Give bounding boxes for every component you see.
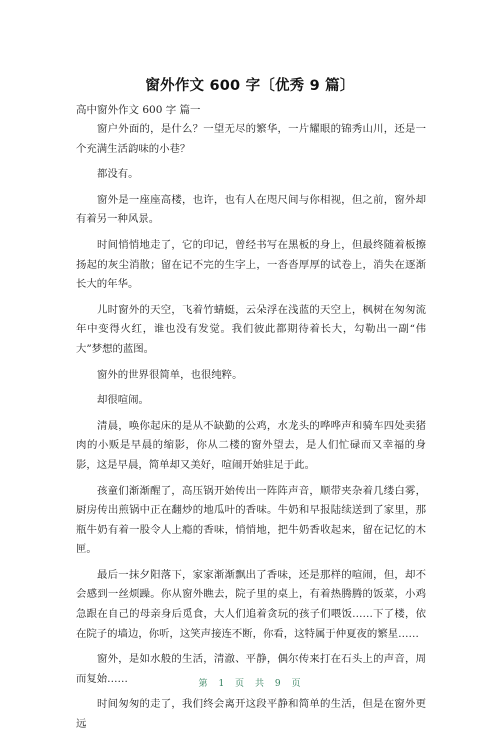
paragraph: 却很喧闹。 (97, 394, 149, 407)
paragraph: 时间悄悄地走了，它的印记，曾经书写在黑板的身上，但最终随着板擦扬起的灰尘消散；留在记不完的生字上，一沓沓厚厚的试卷上，消失在逐渐长大的年华。 (76, 238, 426, 291)
paragraph: 时间匆匆的走了，我们终会离开这段平静和简单的生活，但是在窗外更远 (76, 698, 426, 731)
paragraph: 都没有。 (97, 168, 139, 181)
paragraph: 最后一抹夕阳落下，家家渐渐飘出了香味，还是那样的喧闹，但，却不会感到一丝烦躁。你从窗外瞧去，院子里的桌上，有着热腾腾的饭菜，小鸡急跟在自己的母亲身后觅食，大人们追着贪玩的孩子们喂饭……下了楼，依在院子的墙边，你听，这笑声接连不断，你看，这特属于仲夏夜的繁星…… (76, 568, 426, 640)
paragraph: 儿时窗外的天空，飞着竹蜻蜓，云朵浮在浅蓝的天空上，枫树在匆匆流年中变得火红，谁也没有发觉。我们彼此都期待着长大，勾勒出一副“伟大”梦想的蓝图。 (76, 303, 426, 355)
paragraph: 清晨，唤你起床的是从不缺勤的公鸡，水龙头的哗哗声和骑车四处卖猪肉的小贩是早晨的缩影，你从二楼的窗外望去，是人们忙碌而又幸福的身影，这是早晨，简单却又美好，喧闹开始驻足于此。 (76, 419, 426, 471)
footer-page-label: 第 (198, 679, 209, 689)
footer-page-unit: 页 (235, 679, 246, 689)
paragraph: 窗外是一座座高楼，也许，也有人在咫尺间与你相视，但之前，窗外却有着另一种风景。 (76, 193, 426, 226)
footer-total-pages: 9 (274, 679, 282, 689)
footer-total-unit: 页 (291, 679, 302, 689)
paragraph: 孩童们渐渐醒了，高压锅开始传出一阵阵声音，顺带夹杂着几缕白雾，厨房传出煎锅中正在翻炒的地瓜叶的香味。牛奶和早报陆续送到了家里，那瓶牛奶有着一股令人上瘾的香味，悄悄地，把牛奶香收起来，留在记忆的木匣。 (76, 484, 426, 556)
document-title: 窗外作文 600 字〔优秀 9 篇〕 (145, 78, 355, 94)
section-heading: 高中窗外作文 600 字 篇一 (76, 104, 201, 116)
document-body (76, 120, 426, 741)
page-footer (0, 676, 500, 689)
paragraph: 窗户外面的，是什么？一望无尽的繁华，一片耀眼的锦秀山川，还是一个充满生活韵味的小巷？ (76, 123, 426, 155)
footer-total-label: 共 (254, 679, 265, 689)
paragraph: 窗外的世界很简单，也很纯粹。 (97, 368, 243, 381)
paragraph: 窗外，是如水般的生活，清澈、平静，偶尔传来打在石头上的声音，周而复始…… (76, 653, 426, 685)
footer-page-number: 1 (218, 679, 226, 689)
